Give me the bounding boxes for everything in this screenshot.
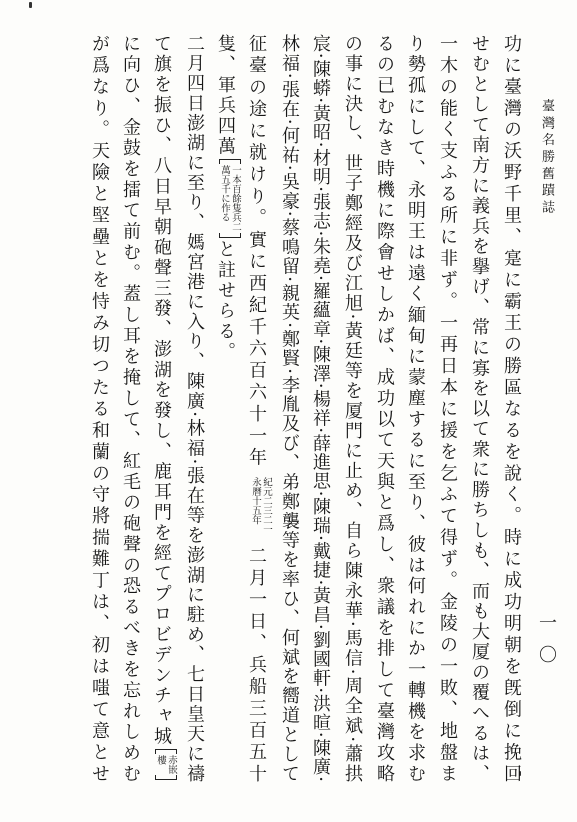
text-column-6: の事に決し、世子鄭經及び江旭·黃廷等を厦門に止め、自ら陳永華·馬信·周全斌·蕭拱 bbox=[342, 34, 363, 782]
annotation-line-left: 萬五千に作る bbox=[219, 165, 230, 222]
text-column-7: 宸·陳蟒·黃昭·材明·張志·朱堯·羅蘊章·陳澤·楊祥·薛進思·陳瑞·戴捷·黃昌·劉國軒·洪暄·陳廣· bbox=[310, 34, 331, 782]
text-column-4: り勢孤にして、永明王は遠く緬甸に蒙塵するに至り、彼は何れにか一轉機を求む bbox=[405, 34, 426, 782]
text-column-14: が爲なり。天險と堅壘とを恃み切つたる和蘭の守將揣難丁は、初は嗤て意とせ bbox=[89, 34, 110, 782]
text-column-11: 二月四日澎湖に至り、媽宮港に入り、陳廣·林福·張在等を澎湖に駐め、七日皇天に禱 bbox=[184, 34, 205, 782]
text-segment: 二月一日、兵船三百五十 bbox=[246, 542, 267, 783]
text-column-2: せむとして南方に義兵を擧げ、常に寡を以て衆に勝ちしも、而も大厦の覆へるは、 bbox=[469, 34, 490, 782]
text-column-1: 功に臺灣の沃野千里、寔に霸王の勝區なるを說く。時に成功明朝を旣倒に挽回 bbox=[501, 34, 522, 782]
text-segment: 征臺の途に就けり。實に西紀千六百六十一年 bbox=[246, 34, 267, 470]
annotation-line-left: 永曆十五年 bbox=[250, 477, 261, 525]
text-column-8: 林福·張在·何祐·吳豪·蔡鳴留·親英·鄭賢·李胤及び、弟鄭襲等を率ひ、何斌を嚮道として bbox=[279, 34, 300, 782]
text-column-10 bbox=[211, 34, 241, 782]
text-column-12 bbox=[147, 34, 177, 782]
text-segment: 隻、軍兵四萬 bbox=[215, 34, 236, 157]
page-number: 一〇 bbox=[536, 613, 557, 663]
text-column-9 bbox=[242, 34, 272, 782]
running-title: 臺灣名勝舊蹟誌 bbox=[539, 99, 554, 213]
text-column-13: に向ひ、金鼓を擂て前む。蓋し耳を掩して、紅毛の砲聲の恐るべきを忘れしめむ bbox=[120, 34, 141, 782]
scan-speck bbox=[29, 2, 32, 8]
text-column-5: るの已むなき時機に際會せしかば、成功以て天與と爲し、衆議を排して臺灣攻略 bbox=[374, 34, 395, 782]
annotation-line-left: 樓 bbox=[155, 755, 166, 765]
bracketed-annotation bbox=[155, 749, 177, 780]
text-segment: と註せらる。 bbox=[215, 239, 236, 363]
annotation-line-right: 紀元二三二一 bbox=[261, 477, 272, 535]
text-column-3: 一木の能く支ふる所に非ず。一再日本に援を乞ふて得ず。金陵の一敗、地盤ま bbox=[437, 34, 458, 782]
annotation-line-right: 一本百餘隻兵二 bbox=[230, 165, 241, 232]
text-segment: て旗を振ひ、八日早朝砲聲三發、澎湖を發し、鹿耳門を經てプロビデンチャ城 bbox=[151, 34, 172, 747]
annotation-line-right: 赤嵌 bbox=[166, 755, 177, 774]
inline-annotation bbox=[250, 471, 272, 540]
bracketed-annotation bbox=[219, 159, 241, 238]
